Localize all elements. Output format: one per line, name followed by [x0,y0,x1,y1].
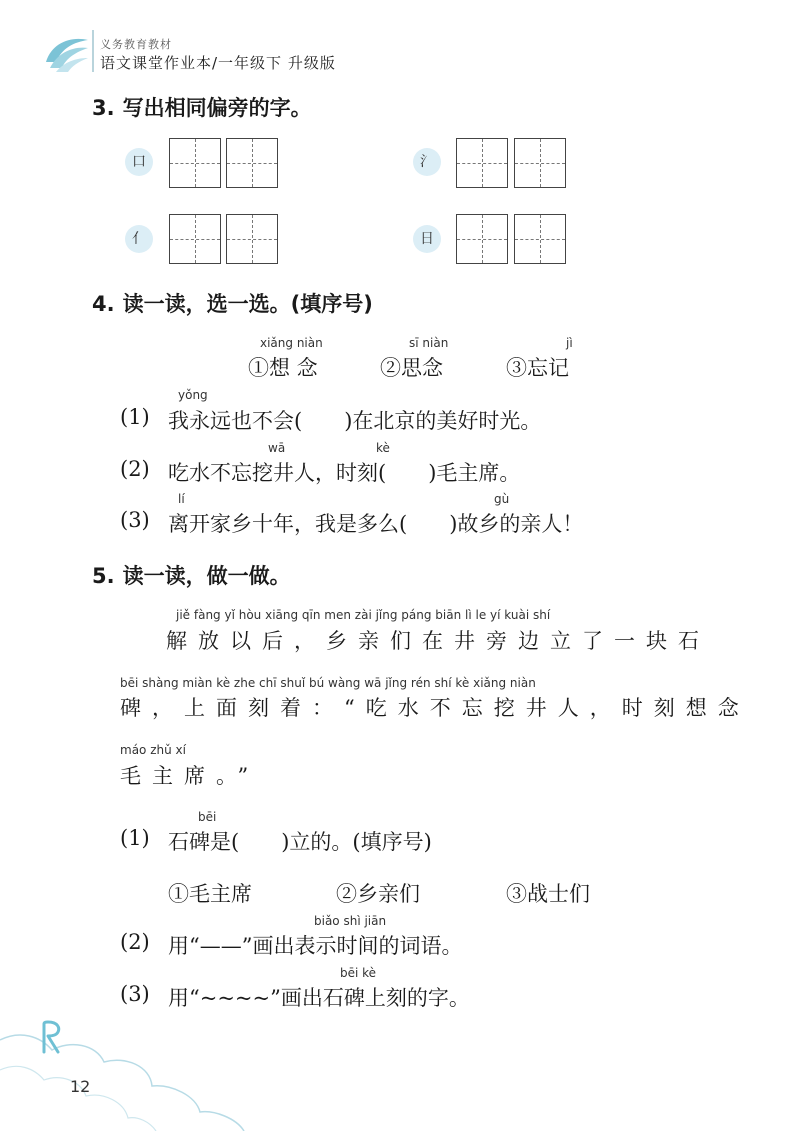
q5-1-number: (1) [120,826,150,850]
q4-1-pinyin: yǒng [178,388,208,402]
q5-1-text[interactable]: 石碑是( )立的。(填序号) [168,830,432,854]
q4-3-text[interactable]: 离开家乡十年，我是多么( )故乡的亲人！ [168,512,584,536]
q4-1-number: (1) [120,405,150,429]
radical-shui: 氵 [413,148,441,176]
radical-kou: 口 [125,148,153,176]
q5-1-option-2: ②乡亲们 [336,882,420,906]
q4-3-pinyin-b: gù [494,492,510,506]
q5-3-number: (3) [120,982,150,1006]
series-title: 义务教育教材 [100,38,172,51]
q5-2-pinyin: biǎo shì jiān [314,914,387,928]
passage-line-2: 碑，上面刻着：“吃水不忘挖井人，时刻想念 [120,696,750,720]
q4-3-pinyin-a: lí [178,492,185,506]
page-number: 12 [70,1077,91,1096]
writing-box[interactable] [456,138,508,188]
section-5-heading: 5. 读一读，做一做。 [92,564,291,588]
r-letter-decoration-icon [40,1020,64,1054]
q4-3-number: (3) [120,508,150,532]
writing-box[interactable] [226,214,278,264]
q5-1-option-1: ①毛主席 [168,882,252,906]
section-3-heading: 3. 写出相同偏旁的字。 [92,96,312,120]
q5-3-pinyin: bēi kè [340,966,377,980]
publisher-logo-icon [42,32,92,76]
radical-ri: 日 [413,225,441,253]
q4-2-pinyin-b: kè [376,441,390,455]
writing-box[interactable] [226,138,278,188]
writing-box[interactable] [456,214,508,264]
q5-2-number: (2) [120,930,150,954]
q4-1-text[interactable]: 我永远也不会( )在北京的美好时光。 [168,409,542,433]
q5-3-text[interactable]: 用“~~~~”画出石碑上刻的字。 [168,986,470,1010]
option-2-pinyin: sī niàn [409,336,449,350]
passage-line-2-pinyin: bēi shàng miàn kè zhe chī shuǐ bú wàng wā jǐng rén shí kè xiǎng niàn [120,676,536,690]
passage-line-1-pinyin: jiě fàng yǐ hòu xiāng qīn men zài jǐng páng biān lì le yí kuài shí [176,608,551,622]
passage-line-1: 解放以后，乡亲们在井旁边立了一块石 [166,629,710,653]
writing-box[interactable] [169,214,221,264]
book-title: 语文课堂作业本/一年级下 升级版 [100,54,336,72]
option-2: ②思念 [380,356,443,380]
option-3-pinyin: jì [566,336,573,350]
writing-box[interactable] [514,138,566,188]
header-divider [92,30,94,72]
option-1: ①想 念 [248,356,318,380]
section-4-heading: 4. 读一读，选一选。(填序号) [92,292,373,316]
q4-2-pinyin-a: wā [268,441,286,455]
option-1-pinyin: xiǎng niàn [260,336,323,350]
passage-line-3: 毛主席。” [120,764,260,788]
q5-2-text[interactable]: 用“——”画出表示时间的词语。 [168,934,463,958]
writing-box[interactable] [169,138,221,188]
q4-2-number: (2) [120,457,150,481]
cloud-decoration-icon [0,1000,260,1131]
radical-ren: 亻 [125,225,153,253]
q4-2-text[interactable]: 吃水不忘挖井人，时刻( )毛主席。 [168,461,521,485]
option-3: ③忘记 [506,356,569,380]
writing-box[interactable] [514,214,566,264]
q5-1-pinyin: bēi [198,810,217,824]
q5-1-option-3: ③战士们 [506,882,590,906]
passage-line-3-pinyin: máo zhǔ xí [120,743,186,757]
